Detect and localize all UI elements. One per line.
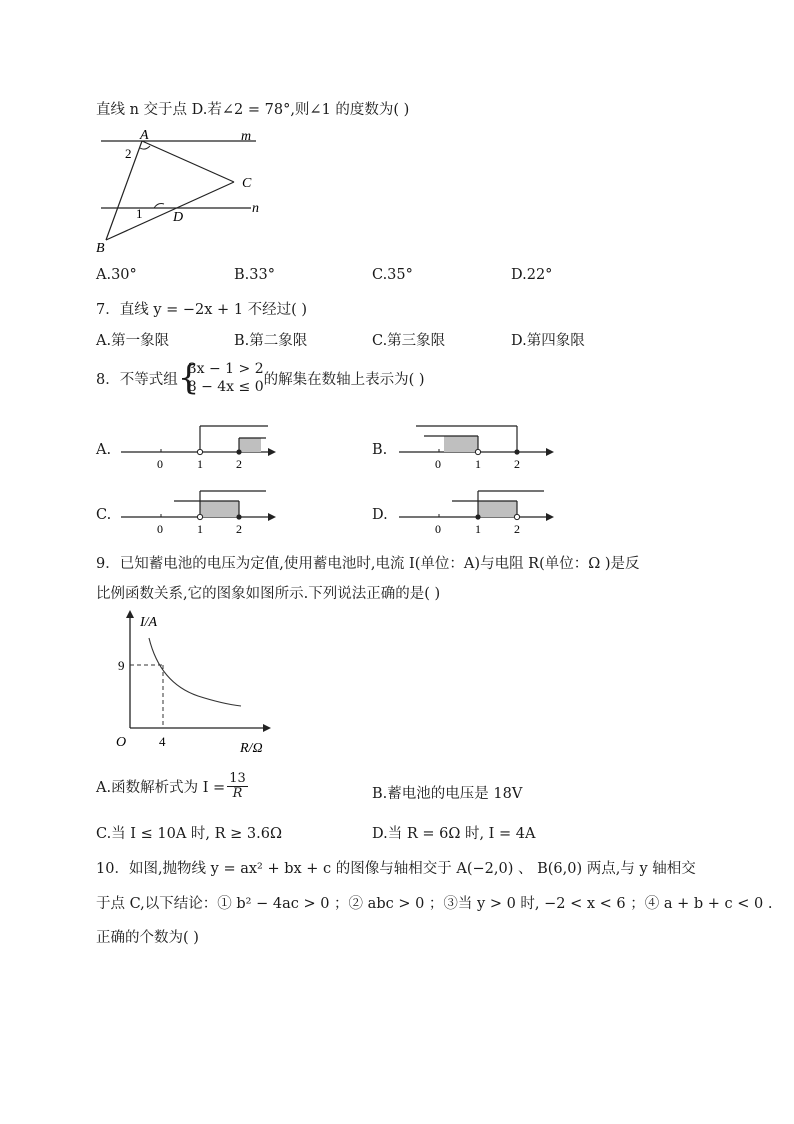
svg-text:1: 1 [475, 522, 481, 535]
y-tick-9: 9 [118, 658, 125, 673]
svg-text:2: 2 [514, 457, 520, 470]
q8-number-line-b[interactable] [396, 420, 561, 470]
q9-option-d[interactable]: D.当 R = 6Ω 时, I = 4A [372, 826, 536, 842]
inequality-1: 3x − 1 > 2 [187, 361, 264, 377]
label-D: D [173, 210, 184, 225]
label-angle2: 2 [125, 146, 132, 161]
label-angle1: 1 [136, 206, 143, 221]
label-C: C [242, 176, 252, 191]
svg-text:0: 0 [435, 457, 441, 470]
q7-option-a[interactable]: A.第一象限 [96, 333, 170, 349]
angle-arc-A [140, 146, 150, 149]
q8-option-a-label[interactable]: A. [96, 442, 112, 458]
svg-text:1: 1 [197, 522, 203, 535]
q10-stem-line1: 10．如图,抛物线 y = ax² + bx + c 的图像与轴相交于 A(−2,0) 、 B(6,0) 两点,与 y 轴相交 [96, 861, 696, 877]
label-A: A [140, 128, 149, 143]
svg-text:1: 1 [475, 457, 481, 470]
q8-suffix: 的解集在数轴上表示为( ) [263, 371, 425, 388]
q8-number-line-d[interactable] [396, 485, 561, 535]
fraction [227, 772, 248, 800]
tick-0: 0 [157, 457, 163, 470]
q7-option-d[interactable]: D.第四象限 [511, 333, 585, 349]
segment-BC [106, 182, 234, 240]
q6-option-b[interactable]: B.33° [234, 267, 275, 283]
x-axis-label: R/Ω [240, 741, 263, 756]
fraction-numerator: 13 [229, 771, 246, 786]
q7-option-c[interactable]: C.第三象限 [372, 333, 446, 349]
q8-stem [96, 360, 425, 396]
svg-text:0: 0 [435, 522, 441, 535]
x-tick-4: 4 [159, 734, 166, 749]
q8-option-b-label[interactable]: B. [372, 442, 388, 458]
label-n: n [252, 201, 259, 216]
q9-option-a[interactable] [96, 772, 250, 800]
q8-option-c-label[interactable]: C. [96, 507, 112, 523]
q9-stem-line1: 9．已知蓄电池的电压为定值,使用蓄电池时,电流 I(单位：A)与电阻 R(单位：Ω )是反 [96, 556, 640, 572]
q10-stem-line3: 正确的个数为( ) [96, 930, 199, 946]
svg-text:2: 2 [236, 522, 242, 535]
tick-1: 1 [197, 457, 203, 470]
q9-graph [108, 608, 288, 758]
fraction-denominator: R [232, 785, 243, 801]
q7-stem: 7．直线 y = −2x + 1 不经过( ) [96, 302, 308, 318]
q8-option-d-label[interactable]: D. [372, 507, 388, 523]
brace-symbol: { [177, 358, 200, 398]
q8-number-line-a[interactable] [118, 420, 283, 470]
q7-option-b[interactable]: B.第二象限 [234, 333, 308, 349]
svg-text:0: 0 [157, 522, 163, 535]
q9-stem-line2: 比例函数关系,它的图象如图所示.下列说法正确的是( ) [96, 586, 441, 602]
q9-option-a-text: A.函数解析式为 I = [96, 779, 226, 796]
angle-arc-D [154, 204, 164, 209]
segment-AB [106, 141, 142, 240]
y-axis-label: I/A [140, 615, 158, 630]
inequality-system [178, 360, 264, 396]
q8-prefix: 8．不等式组 [96, 371, 178, 388]
label-B: B [96, 241, 105, 254]
inequality-2: 8 − 4x ≤ 0 [187, 379, 264, 395]
q6-option-a[interactable]: A.30° [96, 267, 137, 283]
q6-option-c[interactable]: C.35° [372, 267, 413, 283]
svg-text:2: 2 [514, 522, 520, 535]
q8-number-line-c[interactable] [118, 485, 283, 535]
q6-option-d[interactable]: D.22° [511, 267, 553, 283]
label-m: m [241, 129, 252, 144]
q9-option-b[interactable]: B.蓄电池的电压是 18V [372, 786, 523, 802]
q10-stem-line2: 于点 C,以下结论：① b² − 4ac > 0 ；② abc > 0 ；③当 y > 0 时, −2 < x < 6 ；④ a + b + c < 0 . [96, 896, 773, 912]
segment-AC [142, 141, 234, 182]
q6-stem: 直线 n 交于点 D.若∠2 = 78°,则∠1 的度数为( ) [96, 102, 410, 118]
origin-label: O [116, 735, 127, 750]
q9-option-c[interactable]: C.当 I ≤ 10A 时, R ≥ 3.6Ω [96, 826, 283, 842]
tick-2: 2 [236, 457, 242, 470]
q6-figure [96, 124, 276, 254]
